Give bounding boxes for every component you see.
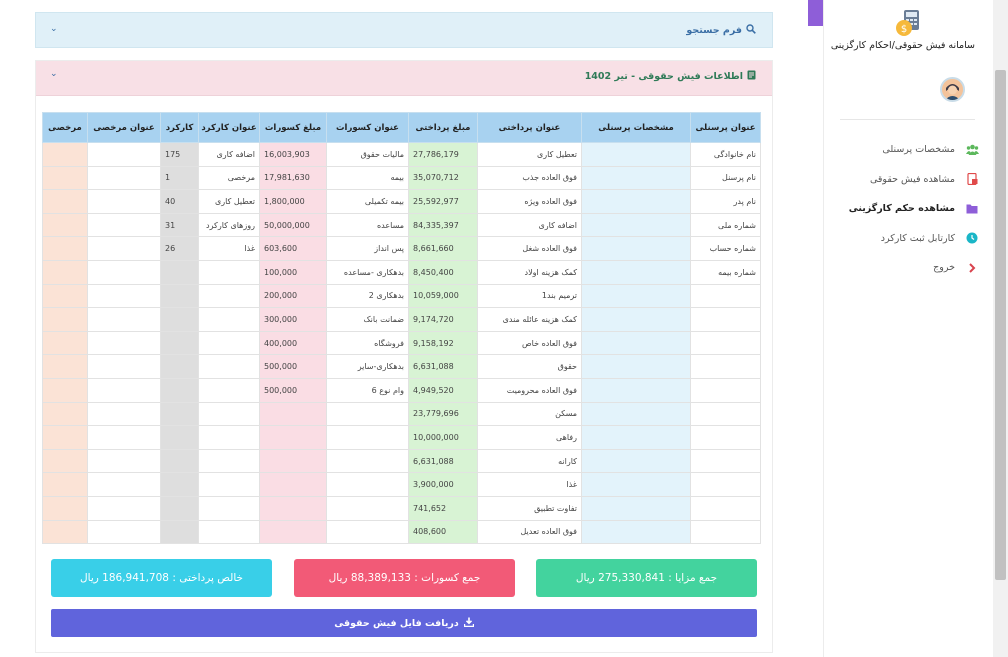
download-icon xyxy=(464,617,474,630)
personnel-title-cell xyxy=(691,355,761,379)
leave-value-cell xyxy=(43,402,88,426)
deduction-title-cell: بیمه تکمیلی xyxy=(327,190,409,214)
payment-amount-cell: 4,949,520 xyxy=(409,378,478,402)
payslip-info-title: اطلاعات فیش حقوقی - تیر 1402 xyxy=(584,71,743,82)
svg-text:$: $ xyxy=(900,24,908,35)
app-title: سامانه فیش حقوقی/احکام کارگزینی xyxy=(830,40,975,51)
deduction-title-cell xyxy=(327,520,409,544)
personnel-info-cell xyxy=(582,284,691,308)
leave-title-cell xyxy=(88,166,161,190)
personnel-info-cell xyxy=(582,520,691,544)
deduction-title-cell: بدهکاری 2 xyxy=(327,284,409,308)
deduction-amount-cell: 17,981,630 xyxy=(260,166,327,190)
work-value-cell xyxy=(161,520,199,544)
payslip-info-header xyxy=(36,61,772,96)
payment-amount-cell: 9,174,720 xyxy=(409,308,478,332)
table-row xyxy=(43,426,761,450)
chevron-down-icon[interactable]: ⌄ xyxy=(50,69,58,79)
leave-title-cell xyxy=(88,496,161,520)
payment-amount-cell: 10,059,000 xyxy=(409,284,478,308)
deduction-amount-cell: 300,000 xyxy=(260,308,327,332)
menu-item-label: مشخصات پرسنلی xyxy=(882,144,955,156)
menu-item-label: خروج xyxy=(933,262,955,274)
sidebar-accent-bar xyxy=(808,0,823,26)
deduction-amount-cell xyxy=(260,426,327,450)
work-value-cell xyxy=(161,378,199,402)
payslip-table-body xyxy=(43,143,761,544)
total-benefits-text: جمع مزایا : 275,330,841 ریال xyxy=(575,572,718,584)
table-row xyxy=(43,378,761,402)
payment-title-cell: فوق العاده تعدیل xyxy=(478,520,582,544)
work-title-cell xyxy=(199,473,260,497)
personnel-info-cell xyxy=(582,426,691,450)
menu-item-work-record-cartable[interactable] xyxy=(823,224,993,254)
work-title-cell: اضافه کاری xyxy=(199,143,260,167)
personnel-info-cell xyxy=(582,473,691,497)
payment-amount-cell: 35,070,712 xyxy=(409,166,478,190)
leave-title-cell xyxy=(88,284,161,308)
deduction-amount-cell: 50,000,000 xyxy=(260,213,327,237)
deduction-amount-cell xyxy=(260,449,327,473)
payslip-info-panel xyxy=(35,60,773,653)
deduction-amount-cell: 603,600 xyxy=(260,237,327,261)
payment-amount-cell: 408,600 xyxy=(409,520,478,544)
leave-value-cell xyxy=(43,284,88,308)
column-header: عنوان پرداختی xyxy=(478,113,582,143)
chevron-right-icon xyxy=(965,261,979,275)
table-row xyxy=(43,496,761,520)
leave-value-cell xyxy=(43,496,88,520)
table-row xyxy=(43,143,761,167)
payment-title-cell: فوق العاده ویژه xyxy=(478,190,582,214)
personnel-title-cell: شماره بیمه xyxy=(691,260,761,284)
leave-value-cell xyxy=(43,520,88,544)
column-header: عنوان پرسنلی xyxy=(691,113,761,143)
folder-icon xyxy=(965,202,979,216)
payment-title-cell: کمک هزینه عائله مندی xyxy=(478,308,582,332)
personnel-title-cell: شماره حساب xyxy=(691,237,761,261)
personnel-title-cell: شماره ملی xyxy=(691,213,761,237)
personnel-info-cell xyxy=(582,166,691,190)
search-form-title: فرم جستجو xyxy=(686,25,742,36)
deduction-amount-cell: 400,000 xyxy=(260,331,327,355)
leave-title-cell xyxy=(88,190,161,214)
search-form-panel xyxy=(35,12,773,48)
work-title-cell: غذا xyxy=(199,237,260,261)
personnel-title-cell xyxy=(691,426,761,450)
payment-title-cell: فوق العاده خاص xyxy=(478,331,582,355)
table-header-row xyxy=(43,113,761,143)
leave-title-cell xyxy=(88,308,161,332)
personnel-title-cell xyxy=(691,449,761,473)
personnel-title-cell xyxy=(691,284,761,308)
work-title-cell: روزهای کارکرد xyxy=(199,213,260,237)
deduction-title-cell xyxy=(327,426,409,450)
payment-amount-cell: 741,652 xyxy=(409,496,478,520)
payment-amount-cell: 84,335,397 xyxy=(409,213,478,237)
deduction-amount-cell: 100,000 xyxy=(260,260,327,284)
sidebar-divider xyxy=(840,119,975,120)
deduction-title-cell: فروشگاه xyxy=(327,331,409,355)
leave-value-cell xyxy=(43,473,88,497)
deduction-amount-cell xyxy=(260,402,327,426)
deduction-title-cell: بدهکاری -مساعده xyxy=(327,260,409,284)
column-header: مرخصی xyxy=(43,113,88,143)
document-icon xyxy=(747,70,756,83)
work-title-cell xyxy=(199,331,260,355)
payment-amount-cell: 10,000,000 xyxy=(409,426,478,450)
payment-title-cell: حقوق xyxy=(478,355,582,379)
work-title-cell xyxy=(199,378,260,402)
clock-icon xyxy=(965,231,979,245)
work-title-cell xyxy=(199,284,260,308)
deduction-amount-cell: 1,800,000 xyxy=(260,190,327,214)
work-value-cell xyxy=(161,331,199,355)
payment-title-cell: فوق العاده محرومیت xyxy=(478,378,582,402)
leave-value-cell xyxy=(43,308,88,332)
work-title-cell xyxy=(199,520,260,544)
personnel-title-cell xyxy=(691,496,761,520)
work-value-cell xyxy=(161,496,199,520)
column-header: مبلغ کسورات xyxy=(260,113,327,143)
leave-value-cell xyxy=(43,355,88,379)
download-payslip-label: دریافت فایل فیش حقوقی xyxy=(334,617,459,629)
work-value-cell: 1 xyxy=(161,166,199,190)
table-row xyxy=(43,449,761,473)
menu-item-logout[interactable] xyxy=(823,253,993,283)
personnel-title-cell xyxy=(691,402,761,426)
sidebar xyxy=(823,0,993,657)
net-payment-text: خالص پرداختی : 186,941,708 ریال xyxy=(80,572,244,584)
menu-item-personnel-info[interactable] xyxy=(823,135,993,165)
deduction-amount-cell: 16,003,903 xyxy=(260,143,327,167)
search-icon xyxy=(746,24,756,37)
table-row xyxy=(43,237,761,261)
menu-item-view-payslip[interactable] xyxy=(823,165,993,195)
payment-title-cell: کمک هزینه اولاد xyxy=(478,260,582,284)
work-value-cell: 175 xyxy=(161,143,199,167)
work-value-cell: 26 xyxy=(161,237,199,261)
work-title-cell xyxy=(199,402,260,426)
menu-item-view-employment-order[interactable] xyxy=(823,194,993,224)
leave-value-cell xyxy=(43,237,88,261)
deduction-title-cell: بیمه xyxy=(327,166,409,190)
users-icon xyxy=(965,143,979,157)
leave-title-cell xyxy=(88,237,161,261)
payment-amount-cell: 3,900,000 xyxy=(409,473,478,497)
payment-title-cell: کارانه xyxy=(478,449,582,473)
payment-amount-cell: 8,450,400 xyxy=(409,260,478,284)
table-row xyxy=(43,284,761,308)
personnel-title-cell xyxy=(691,331,761,355)
payment-amount-cell: 23,779,696 xyxy=(409,402,478,426)
payment-title-cell: ترمیم بند1 xyxy=(478,284,582,308)
page-scrollbar[interactable] xyxy=(993,0,1008,657)
net-payment-box xyxy=(51,559,272,597)
personnel-info-cell xyxy=(582,331,691,355)
table-row xyxy=(43,331,761,355)
work-value-cell xyxy=(161,402,199,426)
table-row xyxy=(43,402,761,426)
deduction-amount-cell: 200,000 xyxy=(260,284,327,308)
leave-title-cell xyxy=(88,331,161,355)
deduction-title-cell xyxy=(327,473,409,497)
table-row xyxy=(43,520,761,544)
leave-value-cell xyxy=(43,378,88,402)
leave-value-cell xyxy=(43,190,88,214)
menu-item-label: کارتابل ثبت کارکرد xyxy=(880,232,955,244)
personnel-info-cell xyxy=(582,449,691,473)
personnel-info-cell xyxy=(582,260,691,284)
leave-title-cell xyxy=(88,213,161,237)
personnel-info-cell xyxy=(582,308,691,332)
deduction-title-cell: پس انداز xyxy=(327,237,409,261)
column-header: عنوان کسورات xyxy=(327,113,409,143)
payment-title-cell: تفاوت تطبیق xyxy=(478,496,582,520)
payroll-logo-icon xyxy=(894,8,924,38)
work-title-cell xyxy=(199,496,260,520)
deduction-title-cell: ضمانت بانک xyxy=(327,308,409,332)
payment-amount-cell: 6,631,088 xyxy=(409,355,478,379)
work-title-cell xyxy=(199,355,260,379)
total-benefits-box xyxy=(536,559,757,597)
scrollbar-thumb[interactable] xyxy=(995,70,1006,580)
leave-title-cell xyxy=(88,520,161,544)
work-value-cell xyxy=(161,260,199,284)
download-payslip-button[interactable] xyxy=(51,609,757,637)
personnel-title-cell xyxy=(691,378,761,402)
work-title-cell xyxy=(199,308,260,332)
leave-title-cell xyxy=(88,355,161,379)
payment-title-cell: فوق العاده شغل xyxy=(478,237,582,261)
leave-value-cell xyxy=(43,449,88,473)
payment-amount-cell: 8,661,660 xyxy=(409,237,478,261)
user-avatar[interactable] xyxy=(940,77,965,102)
table-row xyxy=(43,355,761,379)
chevron-down-icon[interactable]: ⌄ xyxy=(50,24,58,34)
personnel-title-cell xyxy=(691,520,761,544)
deduction-title-cell xyxy=(327,402,409,426)
table-row xyxy=(43,166,761,190)
payment-amount-cell: 9,158,192 xyxy=(409,331,478,355)
menu-item-label: مشاهده حکم کارگزینی xyxy=(848,203,955,215)
personnel-info-cell xyxy=(582,143,691,167)
deduction-amount-cell: 500,000 xyxy=(260,378,327,402)
leave-value-cell xyxy=(43,426,88,450)
work-title-cell xyxy=(199,260,260,284)
leave-value-cell xyxy=(43,143,88,167)
personnel-info-cell xyxy=(582,237,691,261)
personnel-info-cell xyxy=(582,355,691,379)
sidebar-menu xyxy=(823,135,993,283)
search-form-toggle[interactable] xyxy=(686,24,756,37)
work-value-cell xyxy=(161,473,199,497)
work-value-cell xyxy=(161,308,199,332)
work-value-cell xyxy=(161,284,199,308)
work-value-cell: 40 xyxy=(161,190,199,214)
table-row xyxy=(43,473,761,497)
work-value-cell: 31 xyxy=(161,213,199,237)
personnel-title-cell: نام خانوادگی xyxy=(691,143,761,167)
personnel-info-cell xyxy=(582,402,691,426)
leave-title-cell xyxy=(88,402,161,426)
deduction-title-cell: وام نوع 6 xyxy=(327,378,409,402)
leave-value-cell xyxy=(43,331,88,355)
deduction-title-cell: مساعده xyxy=(327,213,409,237)
leave-title-cell xyxy=(88,143,161,167)
payslip-info-toggle[interactable] xyxy=(585,70,756,83)
column-header: کارکرد xyxy=(161,113,199,143)
total-deductions-text: جمع کسورات : 88,389,133 ریال xyxy=(328,572,481,584)
deduction-title-cell xyxy=(327,449,409,473)
leave-value-cell xyxy=(43,260,88,284)
payslip-table xyxy=(42,112,761,544)
payment-amount-cell: 25,592,977 xyxy=(409,190,478,214)
column-header: عنوان کارکرد xyxy=(199,113,260,143)
menu-item-label: مشاهده فیش حقوقی xyxy=(869,173,955,185)
personnel-title-cell xyxy=(691,473,761,497)
deduction-amount-cell xyxy=(260,473,327,497)
deduction-amount-cell xyxy=(260,520,327,544)
leave-value-cell xyxy=(43,166,88,190)
leave-title-cell xyxy=(88,449,161,473)
payment-title-cell: غذا xyxy=(478,473,582,497)
table-row xyxy=(43,260,761,284)
column-header: مبلغ پرداختی xyxy=(409,113,478,143)
deduction-amount-cell xyxy=(260,496,327,520)
work-title-cell: تعطیل کاری xyxy=(199,190,260,214)
personnel-info-cell xyxy=(582,496,691,520)
table-row xyxy=(43,190,761,214)
leave-title-cell xyxy=(88,426,161,450)
file-invoice-icon xyxy=(965,172,979,186)
leave-title-cell xyxy=(88,473,161,497)
personnel-info-cell xyxy=(582,213,691,237)
column-header: مشخصات پرسنلی xyxy=(582,113,691,143)
work-title-cell: مرخصی xyxy=(199,166,260,190)
personnel-title-cell: نام پرسنل xyxy=(691,166,761,190)
leave-title-cell xyxy=(88,260,161,284)
payment-amount-cell: 27,786,179 xyxy=(409,143,478,167)
work-title-cell xyxy=(199,426,260,450)
payment-amount-cell: 6,631,088 xyxy=(409,449,478,473)
personnel-title-cell xyxy=(691,308,761,332)
total-deductions-box xyxy=(294,559,515,597)
deduction-title-cell: بدهکاری-سایر xyxy=(327,355,409,379)
payment-title-cell: رفاهی xyxy=(478,426,582,450)
personnel-info-cell xyxy=(582,190,691,214)
leave-value-cell xyxy=(43,213,88,237)
payment-title-cell: مسکن xyxy=(478,402,582,426)
work-title-cell xyxy=(199,449,260,473)
payment-title-cell: اضافه کاری xyxy=(478,213,582,237)
table-row xyxy=(43,308,761,332)
payment-title-cell: فوق العاده جذب xyxy=(478,166,582,190)
deduction-title-cell: مالیات حقوق xyxy=(327,143,409,167)
leave-title-cell xyxy=(88,378,161,402)
work-value-cell xyxy=(161,426,199,450)
deduction-amount-cell: 500,000 xyxy=(260,355,327,379)
work-value-cell xyxy=(161,355,199,379)
deduction-title-cell xyxy=(327,496,409,520)
personnel-info-cell xyxy=(582,378,691,402)
column-header: عنوان مرخصی xyxy=(88,113,161,143)
payment-title-cell: تعطیل کاری xyxy=(478,143,582,167)
personnel-title-cell: نام پدر xyxy=(691,190,761,214)
table-row xyxy=(43,213,761,237)
work-value-cell xyxy=(161,449,199,473)
